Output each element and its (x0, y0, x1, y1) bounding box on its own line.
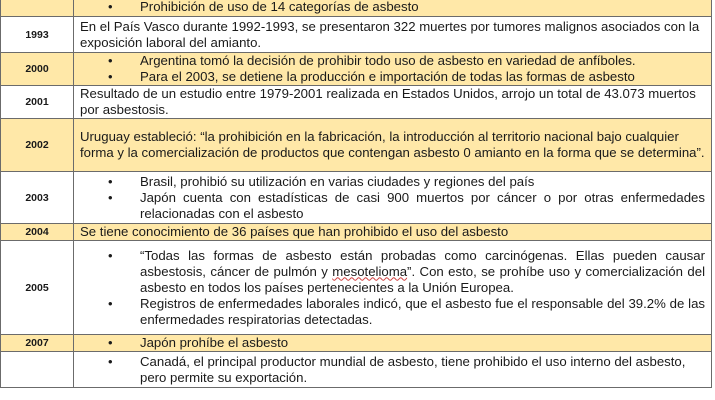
table-row (1, 172, 712, 224)
bullet-item: • Japón cuenta con estadísticas de casi 900 muertos por cáncer o por otras enfermedades relacionadas con el asbesto (108, 189, 705, 221)
year-cell: 2003 (1, 172, 74, 224)
description-cell (74, 119, 712, 172)
description-cell (74, 172, 712, 224)
table-row (1, 17, 712, 53)
bullet-icon: • (108, 69, 113, 84)
year-cell: 2005 (1, 241, 74, 335)
bullet-item: • “Todas las formas de asbesto están probadas como carcinógenas. Ellas pueden causar asbestosis, cáncer de pulmón y mesotelioma”. Con esto, se prohíbe uso y comercialización del asbesto en todos los países pertenecientes a la Unión Europea. (108, 247, 705, 295)
description-cell (74, 53, 712, 86)
description-cell (74, 241, 712, 335)
table-row (1, 241, 712, 335)
bullet-icon: • (108, 335, 113, 350)
bullet-item: • Argentina tomó la decisión de prohibir todo uso de asbesto en variedad de anfíboles. (108, 53, 636, 68)
bullet-icon: • (108, 295, 113, 311)
table-row (1, 53, 712, 86)
year-cell: 2001 (1, 86, 74, 119)
bullet-item: • Brasil, prohibió su utilización en varias ciudades y regiones del país (108, 173, 535, 189)
year-cell (1, 352, 74, 388)
bullet-item: • Canadá, el principal productor mundial de asbesto, tiene prohibido el uso interno del asbesto, pero permite su exportación. (108, 353, 686, 385)
description-cell (74, 224, 712, 241)
row-text: Resultado de un estudio entre 1979-2001 realizada en Estados Unidos, arrojo un total de 43.073 muertos por asbestosis. (80, 86, 696, 117)
year-cell: 2002 (1, 119, 74, 172)
table-row (1, 119, 712, 172)
row-text: En el País Vasco durante 1992-1993, se presentaron 322 muertes por tumores malignos asociados con la exposición laboral del amianto. (80, 18, 700, 50)
year-cell: 2007 (1, 335, 74, 352)
bullet-item: • Prohibición de uso de 14 categorías de asbesto (108, 0, 419, 14)
bullet-icon: • (108, 0, 113, 14)
bullet-icon: • (108, 353, 113, 369)
bullet-icon: • (108, 189, 113, 205)
bullet-icon: • (108, 173, 113, 189)
description-cell (74, 86, 712, 119)
year-cell: 2000 (1, 53, 74, 86)
bullet-item: • Japón prohíbe el asbesto (108, 335, 289, 350)
description-cell (74, 352, 712, 388)
table-row (1, 335, 712, 352)
table-row (1, 352, 712, 388)
bullet-item: • Registros de enfermedades laborales indicó, que el asbesto fue el responsable del 39.2% de las enfermedades respiratorias detectadas. (108, 295, 705, 327)
description-cell (74, 17, 712, 53)
row-text: Se tiene conocimiento de 36 países que han prohibido el uso del asbesto (80, 224, 509, 239)
bullet-icon: • (108, 53, 113, 68)
year-cell: 1993 (1, 17, 74, 53)
description-cell (74, 0, 712, 17)
table-row (1, 86, 712, 119)
bullet-icon: • (108, 247, 113, 263)
table-row (1, 224, 712, 241)
year-cell: 2004 (1, 224, 74, 241)
description-cell (74, 335, 712, 352)
spellcheck-flagged-word: mesotelioma (332, 263, 408, 279)
row-text: Uruguay estableció: “la prohibición en la fabricación, la introducción al territorio nacional bajo cualquier forma y la comercialización de productos que contengan asbesto 0 amianto en la forma que se determina”. (80, 129, 705, 160)
bullet-item: • Para el 2003, se detiene la producción e importación de todas las formas de asbesto (108, 69, 635, 84)
year-cell (1, 0, 74, 17)
table-row (1, 0, 712, 17)
